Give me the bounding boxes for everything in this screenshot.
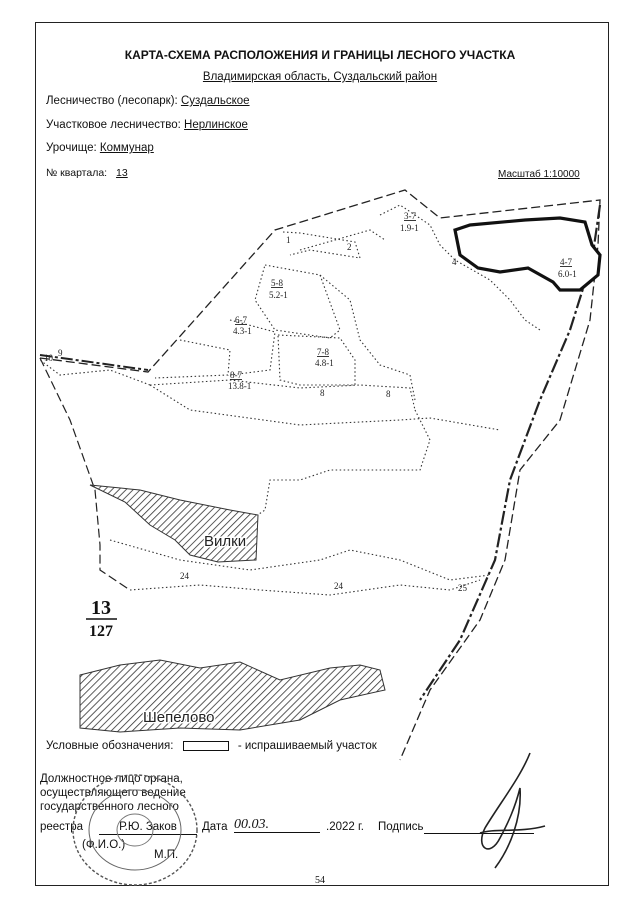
- plot-label-7-bottom: 4.8-1: [315, 358, 334, 368]
- requested-plot: [455, 218, 600, 290]
- village-shepelovo-area: [80, 660, 385, 732]
- plot-label-5-top: 5-8: [271, 278, 283, 288]
- plot-label-8-bottom: 13.8-1: [228, 381, 252, 391]
- forestry-value: Суздальское: [180, 95, 250, 107]
- tract-value: Коммунар: [99, 142, 154, 154]
- plot-label-5-bottom: 5.2-1: [269, 290, 288, 300]
- official-label-3: государственного лесного: [40, 801, 179, 813]
- fio-label: (Ф.И.О.): [82, 839, 126, 851]
- legend-description: - испрашиваемый участок: [237, 740, 377, 752]
- official-seal: [68, 770, 202, 890]
- date-year: .2022 г.: [326, 821, 364, 833]
- region-line: Владимирская область, Суздальский район: [202, 71, 438, 83]
- plot-label-3-bottom: 1.9-1: [400, 223, 419, 233]
- stamp-label: М.П.: [154, 849, 179, 861]
- western-boundary: [40, 358, 130, 590]
- plot-label-3-top: 3-7: [404, 211, 416, 221]
- official-name: Р.Ю. Заков: [99, 820, 197, 835]
- plot-label-6-top: 6-7: [235, 315, 247, 325]
- official-label-2: осуществляющего ведение: [40, 787, 186, 799]
- handwritten-signature: [460, 748, 550, 878]
- forestry-label: Лесничество (лесопарк):: [46, 95, 178, 107]
- page-title: КАРТА-СХЕМА РАСПОЛОЖЕНИЯ И ГРАНИЦЫ ЛЕСНОГО УЧАСТКА: [124, 48, 516, 62]
- plot-label-24a: 24: [180, 571, 189, 581]
- quarter-label: № квартала:: [46, 167, 108, 179]
- plot-label-8b: 8: [320, 388, 325, 398]
- plot-label-24b: 24: [334, 581, 343, 591]
- signature-label: Подпись: [378, 821, 424, 833]
- legend-swatch: [183, 741, 229, 751]
- date-value: 00.03.: [234, 818, 320, 833]
- date-label: Дата: [202, 821, 228, 833]
- legend-row: [46, 739, 377, 753]
- quarter-fraction: [86, 597, 117, 640]
- district-forestry-label: Участковое лесничество:: [46, 119, 181, 131]
- district-forestry-value: Нерлинское: [184, 119, 248, 131]
- plot-label-25: 25: [458, 583, 467, 593]
- legend-label: Условные обозначения:: [46, 740, 174, 752]
- road-line: [40, 355, 148, 370]
- plot-label-4-7-bottom: 6.0-1: [558, 269, 577, 279]
- page-number: 54: [315, 875, 325, 886]
- village-vilki-label: Вилки: [204, 533, 247, 550]
- plot-label-9: 9: [58, 348, 63, 358]
- plot-label-4-7-top: 4-7: [560, 257, 572, 267]
- plot-label-8c: 8: [386, 389, 391, 399]
- village-shepelovo-label: Шепелово: [143, 709, 215, 726]
- tract-label: Урочище:: [46, 142, 97, 154]
- quarter-fraction-denominator: 127: [89, 623, 113, 640]
- plot-label-6-bottom: 4.3-1: [233, 326, 252, 336]
- scale-label: Масштаб 1:10000: [498, 169, 580, 180]
- village-vilki-area: [90, 485, 258, 562]
- plot-label-4: 4: [452, 257, 457, 267]
- quarter-fraction-numerator: 13: [91, 597, 111, 619]
- plot-label-1: 1: [286, 235, 291, 245]
- official-label-4: реестра: [40, 821, 83, 833]
- plot-label-2: 2: [347, 242, 352, 252]
- quarter-value: 13: [116, 167, 128, 179]
- compartment-lines: [40, 205, 540, 595]
- plot-label-8-top: 8-7: [230, 370, 242, 380]
- official-label-1: Должностное лицо органа,: [40, 773, 183, 785]
- plot-label-10: 10: [44, 353, 53, 363]
- plot-label-7-top: 7-8: [317, 347, 329, 357]
